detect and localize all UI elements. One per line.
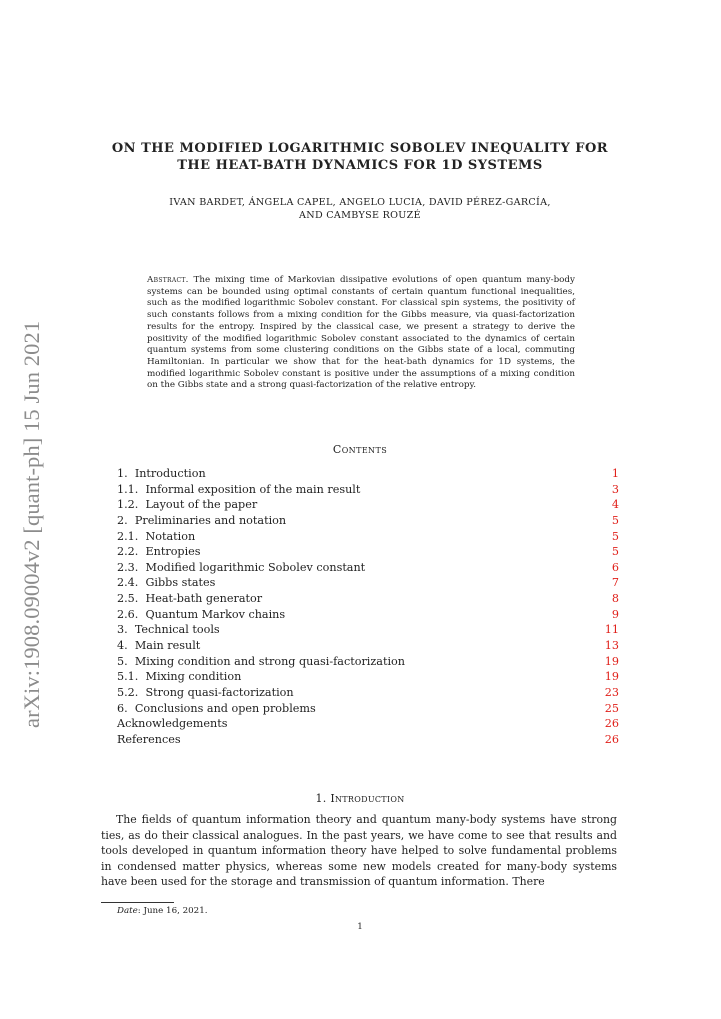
page-number: 1 — [357, 922, 363, 932]
abstract-label: Abstract. — [147, 275, 189, 285]
arxiv-identifier: arXiv:1908.09004v2 [quant-ph] 15 Jun 2021 — [19, 320, 44, 728]
toc-entry-label — [117, 607, 285, 623]
toc-entry-label — [117, 701, 316, 717]
paper-title — [100, 141, 620, 174]
toc-entry-label — [117, 544, 201, 560]
toc-page-link[interactable]: 7 — [611, 576, 619, 590]
table-of-contents — [117, 466, 619, 748]
toc-entry[interactable] — [117, 732, 619, 748]
toc-spacer — [128, 639, 135, 652]
toc-entry-number: 1.2. — [117, 498, 139, 512]
footnote-text: : June 16, 2021. — [137, 906, 208, 916]
toc-entry-label — [117, 466, 206, 482]
toc-entry[interactable] — [117, 701, 619, 717]
toc-entry-title: Layout of the paper — [145, 498, 258, 512]
contents-heading: Contents — [332, 443, 388, 456]
toc-entry-label — [117, 482, 360, 498]
toc-page-link[interactable]: 26 — [604, 717, 619, 731]
toc-entry-title: Conclusions and open problems — [134, 701, 316, 715]
toc-page-link[interactable]: 1 — [611, 467, 619, 480]
toc-entry-title: Acknowledgements — [117, 717, 228, 731]
toc-entry-number: 1. — [117, 467, 128, 480]
toc-spacer — [128, 702, 135, 715]
toc-entry-number: 3. — [117, 623, 128, 637]
toc-page-link[interactable]: 6 — [611, 560, 619, 574]
toc-page-link[interactable]: 19 — [604, 670, 619, 684]
toc-entry-number: 2. — [117, 513, 128, 527]
toc-entry-title: Modified logarithmic Sobolev constant — [145, 560, 366, 574]
toc-entry[interactable] — [117, 544, 619, 560]
toc-entry-number: 2.2. — [117, 545, 139, 559]
toc-page-link[interactable]: 5 — [611, 513, 619, 527]
toc-entry[interactable] — [117, 513, 619, 529]
toc-page-link[interactable]: 9 — [611, 607, 619, 621]
toc-entry-title: Mixing condition — [145, 670, 242, 684]
toc-entry-number: 2.6. — [117, 607, 139, 621]
toc-page-link[interactable]: 3 — [611, 482, 619, 496]
toc-entry-number: 5. — [117, 654, 128, 668]
abstract — [147, 275, 575, 392]
toc-page-link[interactable]: 26 — [604, 732, 619, 746]
toc-spacer — [128, 623, 135, 636]
toc-entry-number: 2.1. — [117, 529, 139, 543]
toc-entry-label — [117, 529, 195, 545]
title-line: ON THE MODIFIED LOGARITHMIC SOBOLEV INEQUALITY FOR — [111, 141, 609, 156]
toc-entry-number: 5.1. — [117, 670, 139, 684]
toc-entry-number: 4. — [117, 639, 128, 653]
toc-entry-number: 6. — [117, 701, 128, 715]
toc-spacer — [128, 655, 135, 668]
toc-entry-title: Notation — [145, 529, 196, 543]
toc-entry-label — [117, 716, 227, 732]
toc-entry-number: 2.5. — [117, 592, 139, 606]
toc-entry[interactable] — [117, 575, 619, 591]
toc-entry-number: 1.1. — [117, 482, 139, 496]
toc-entry-title: Heat-bath generator — [145, 592, 263, 606]
toc-entry-title: Main result — [134, 639, 201, 653]
toc-entry-title: Gibbs states — [145, 576, 216, 590]
toc-page-link[interactable]: 8 — [611, 592, 619, 606]
toc-spacer — [128, 514, 135, 527]
footnote — [117, 906, 208, 916]
toc-entry[interactable] — [117, 529, 619, 545]
toc-entry-title: Quantum Markov chains — [145, 607, 286, 621]
toc-spacer — [128, 467, 135, 480]
toc-entry-label — [117, 669, 241, 685]
toc-entry[interactable] — [117, 497, 619, 513]
toc-entry[interactable] — [117, 607, 619, 623]
author-line: IVAN BARDET, ÁNGELA CAPEL, ANGELO LUCIA, DAVID PÉREZ-GARCÍA, — [169, 197, 551, 208]
toc-page-link[interactable]: 25 — [604, 701, 619, 715]
toc-entry-title: Entropies — [145, 545, 201, 559]
toc-page-link[interactable]: 19 — [604, 654, 619, 668]
toc-entry[interactable] — [117, 466, 619, 482]
toc-entry-title: Mixing condition and strong quasi-factorization — [134, 654, 405, 668]
footnote-divider — [101, 902, 174, 903]
toc-entry-label — [117, 497, 257, 513]
toc-entry-title: Preliminaries and notation — [134, 513, 287, 527]
toc-entry-label — [117, 638, 200, 654]
toc-entry-label — [117, 654, 405, 670]
toc-entry[interactable] — [117, 638, 619, 654]
toc-entry-label — [117, 732, 181, 748]
title-line: THE HEAT-BATH DYNAMICS FOR 1D SYSTEMS — [177, 157, 543, 173]
toc-entry-number: 2.4. — [117, 576, 139, 590]
paragraph: The fields of quantum information theory and quantum many-body systems have strong ties, as do their classical analogues. In the past years, we have come to see that results and tools developed in quantum information theory have helped to solve fundamental problems in condensed matter physics, whereas some new models created for many-body systems have been used for the storage and transmission of quantum information. There — [101, 813, 617, 889]
toc-entry-label — [117, 685, 294, 701]
toc-entry-label — [117, 513, 286, 529]
toc-entry[interactable] — [117, 482, 619, 498]
toc-entry[interactable] — [117, 685, 619, 701]
toc-entry-title: Strong quasi-factorization — [145, 685, 294, 699]
section-heading — [100, 792, 620, 805]
toc-entry-number: 2.3. — [117, 560, 139, 574]
toc-entry-title: Introduction — [134, 467, 206, 480]
abstract-text: The mixing time of Markovian dissipative evolutions of open quantum many-body systems can be bounded using optimal constants of certain quantum functional inequalities, such as the modified logarithmic Sobolev constant. For classical spin systems, the positivity of such constants follows from a mixing condition for the Gibbs measure, via quasi-factorization results for the entropy. Inspired by the classical case, we present a strategy to derive the positivity of the modified logarithmic Sobolev constant associated to the dynamics of certain quantum systems from some clustering conditions on the Gibbs state of a local, commuting Hamiltonian. In particular we show that for the heat-bath dynamics for 1D systems, the modified logarithmic Sobolev constant is positive under the assumptions of a mixing condition on the Gibbs state and a strong quasi-factorization of the relative entropy. — [147, 275, 575, 391]
section-title: Introduction — [330, 792, 405, 805]
toc-entry-title: References — [117, 732, 181, 746]
toc-page-link[interactable]: 5 — [611, 529, 619, 543]
toc-page-link[interactable]: 11 — [604, 623, 619, 637]
toc-entry[interactable] — [117, 716, 619, 732]
toc-entry-number: 5.2. — [117, 685, 139, 699]
toc-entry-label — [117, 591, 262, 607]
toc-entry-title: Informal exposition of the main result — [145, 482, 361, 496]
footnote-label: Date — [117, 906, 138, 916]
toc-entry[interactable] — [117, 591, 619, 607]
toc-page-link[interactable]: 5 — [611, 545, 619, 559]
introduction-body — [101, 812, 617, 890]
toc-entry[interactable] — [117, 622, 619, 638]
toc-entry-label — [117, 622, 220, 638]
toc-page-link[interactable]: 23 — [604, 685, 619, 699]
author-line: AND CAMBYSE ROUZÉ — [299, 209, 421, 221]
section-number: 1. — [315, 792, 327, 805]
toc-entry-label — [117, 575, 215, 591]
toc-page-link[interactable]: 13 — [604, 639, 619, 653]
toc-entry[interactable] — [117, 654, 619, 670]
author-list — [100, 197, 620, 222]
toc-entry[interactable] — [117, 560, 619, 576]
toc-entry[interactable] — [117, 669, 619, 685]
toc-entry-label — [117, 560, 365, 576]
toc-page-link[interactable]: 4 — [611, 498, 619, 512]
toc-entry-title: Technical tools — [134, 623, 220, 637]
